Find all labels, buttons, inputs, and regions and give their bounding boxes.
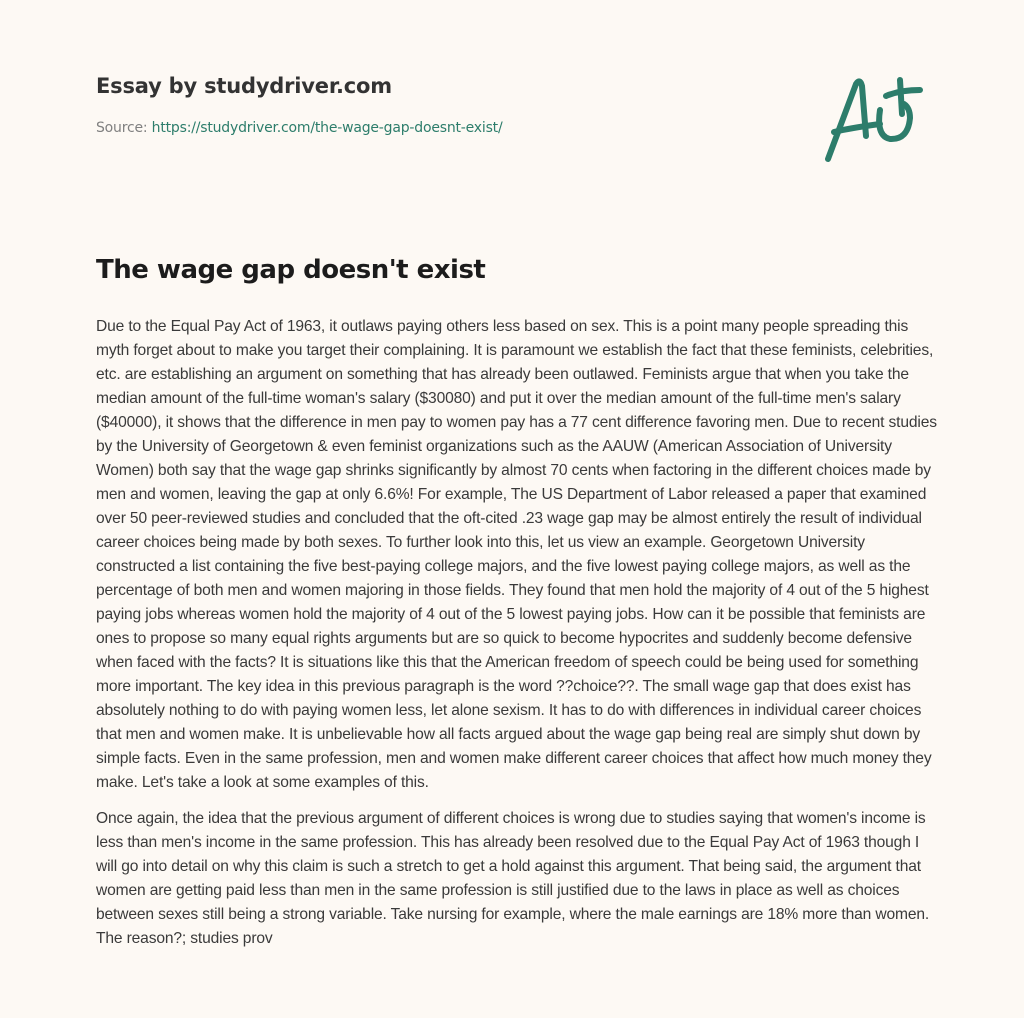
essay-paragraph: Due to the Equal Pay Act of 1963, it outlaws paying others less based on sex. This is a point many people spreading this myth forget about to make you target their complaining. It is paramount we establish the fact that these feminists, celebrities, etc. are establishing an argument on something that has already been outlawed. Feminists argue that when you take the median amount of the full-time woman's salary ($30080) and put it over the median amount of the full-time men's salary ($40000), it shows that the difference in men pay to women pay has a 77 cent difference favoring men. Due to recent studies by the University of Georgetown & even feminist organizations such as the AAUW (American Association of University Women) both say that the wage gap shrinks significantly by almost 70 cents when factoring in the different choices made by men and women, leaving the gap at only 6.6%! For example, The US Department of Labor released a paper that examined over 50 peer-reviewed studies and concluded that the oft-cited .23 wage gap may be almost entirely the result of individual career choices being made by both sexes. To further look into this, let us view an example. Georgetown University constructed a list containing the five best-paying college majors, and the five lowest paying college majors, as well as the percentage of both men and women majoring in those fields. They found that men hold the majority of 4 out of the 5 highest paying jobs whereas women hold the majority of 4 out of the 5 lowest paying jobs. How can it be possible that feminists are ones to propose so many equal rights arguments but are so quick to become hypocrites and suddenly become defensive when faced with the facts? It is situations like this that the American freedom of speech could be being used for something more important. The key idea in this previous paragraph is the word ??choice??. The small wage gap that does exist has absolutely nothing to do with paying women less, let alone sexism. It has to do with differences in individual career choices that men and women make. It is unbelievable how all facts argued about the wage gap being real are simply shut down by simple facts. Even in the same profession, men and women make different career choices that affect how much money they make. Let's take a look at some examples of this.: [96, 318, 937, 791]
essay-body: [96, 315, 942, 963]
site-title: Essay by studydriver.com: [96, 74, 392, 98]
essay-paragraph: Once again, the idea that the previous argument of different choices is wrong due to studies saying that women's income is less than men's income in the same profession. This has already been resolved due to the Equal Pay Act of 1963 though I will go into detail on why this claim is such a stretch to get a hold against this argument. That being said, the argument that women are getting paid less than men in the same profession is still justified due to the laws in place as well as choices between sexes still being a strong variable. Take nursing for example, where the male earnings are 18% more than women. The reason?; studies prov: [96, 810, 930, 947]
source-line: [96, 120, 796, 136]
source-label: Source:: [96, 120, 148, 136]
page-header: [96, 74, 796, 136]
a-plus-grade-icon: [820, 66, 930, 166]
source-link[interactable]: https://studydriver.com/the-wage-gap-doesnt-exist/: [151, 120, 503, 136]
essay-title: The wage gap doesn't exist: [96, 255, 486, 285]
